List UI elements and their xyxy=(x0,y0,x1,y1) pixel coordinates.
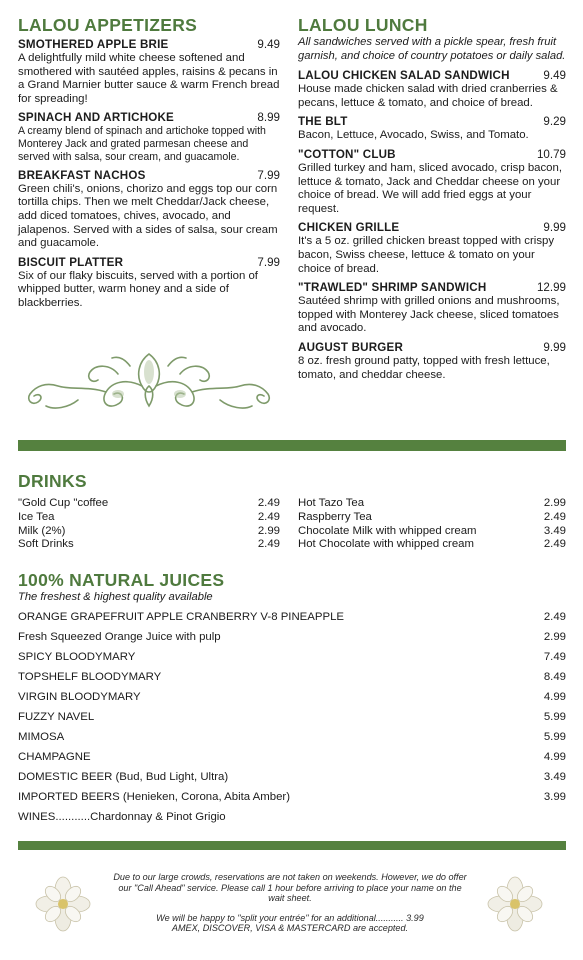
item-name: THE BLT xyxy=(298,115,348,129)
item-price: 9.99 xyxy=(543,221,566,235)
drink-name: Chocolate Milk with whipped cream xyxy=(298,524,477,537)
menu-item xyxy=(18,169,280,251)
menu-item xyxy=(18,256,280,311)
item-name: CHICKEN GRILLE xyxy=(298,221,400,235)
juice-price: 2.49 xyxy=(543,611,566,623)
item-description: Sautéed shrimp with grilled onions and mushrooms, topped with Monterey Jack cheese, sliced tomatoes and avocado. xyxy=(298,295,560,335)
split-entree-note: We will be happy to "split your entrée" for an additional........... 3.99 xyxy=(156,912,424,923)
green-divider-band xyxy=(18,841,566,850)
juice-name: VIRGIN BLOODYMARY xyxy=(18,691,141,703)
menu-item xyxy=(298,221,566,276)
menu-item xyxy=(18,111,280,163)
item-name: AUGUST BURGER xyxy=(298,340,404,354)
menu-item xyxy=(18,38,280,106)
juice-price: 4.99 xyxy=(543,751,566,763)
drinks-section xyxy=(18,470,566,552)
drink-name: Hot Chocolate with whipped cream xyxy=(298,538,475,551)
drink-name: Milk (2%) xyxy=(18,524,66,537)
juice-price: 5.99 xyxy=(543,711,566,723)
list-item xyxy=(18,807,566,827)
item-price: 7.99 xyxy=(257,168,280,182)
item-name: SMOTHERED APPLE BRIE xyxy=(18,38,169,51)
list-item xyxy=(18,727,566,747)
item-name: BISCUIT PLATTER xyxy=(18,255,124,269)
item-description: A creamy blend of spinach and artichoke topped with Monterey Jack and grated parmesan cheese and served with salsa, sour cream, and guacamole. xyxy=(18,125,266,163)
drink-price: 2.49 xyxy=(257,497,280,509)
drink-price: 2.49 xyxy=(543,538,566,551)
drink-name: Raspberry Tea xyxy=(298,510,372,523)
juice-name: MIMOSA xyxy=(18,731,65,743)
item-price: 7.99 xyxy=(257,255,280,269)
list-item xyxy=(298,497,566,511)
item-price: 10.79 xyxy=(536,147,566,161)
green-divider-band xyxy=(18,440,566,451)
juice-price: 3.49 xyxy=(543,771,566,783)
menu-item xyxy=(298,281,566,336)
item-description: A delightfully mild white cheese softened and smothered with sautéed apples, raisins & pecans in a Grand Marnier butter sauce & warm French bread for spreading! xyxy=(18,52,280,105)
juice-name: CHAMPAGNE xyxy=(18,751,91,763)
juice-name: Fresh Squeezed Orange Juice with pulp xyxy=(18,631,221,643)
list-item xyxy=(18,747,566,767)
list-item xyxy=(18,511,280,525)
item-description: It's a 5 oz. grilled chicken breast topped with crispy bacon, Swiss cheese, lettuce & tomato on your choice of bread. xyxy=(298,235,555,275)
drinks-right-column xyxy=(298,497,566,552)
drink-price: 2.49 xyxy=(257,538,280,551)
list-item xyxy=(18,525,280,539)
juices-title: 100% NATURAL JUICES xyxy=(18,570,225,590)
item-description: 8 oz. fresh ground patty, topped with fresh lettuce, tomato, and cheddar cheese. xyxy=(298,354,550,381)
juice-price: 7.49 xyxy=(543,651,566,663)
menu-item xyxy=(298,115,566,143)
item-description: Grilled turkey and ham, sliced avocado, crisp bacon, lettuce & tomato, Jack and Cheddar cheese on your choice of bread. We will add fried eggs at your request. xyxy=(298,161,563,215)
drink-name: "Gold Cup "coffee xyxy=(18,497,109,509)
drink-price: 3.49 xyxy=(543,524,566,537)
item-description: Six of our flaky biscuits, served with a portion of whipped butter, warm honey and a side of blackberries. xyxy=(18,269,258,309)
drink-price: 2.99 xyxy=(543,497,566,509)
list-item xyxy=(18,787,566,807)
menu-item xyxy=(298,69,566,110)
juices-subtitle: The freshest & highest quality available xyxy=(18,591,213,603)
juice-price: 5.99 xyxy=(543,731,566,743)
lunch-title: LALOU LUNCH xyxy=(298,15,428,35)
menu-item xyxy=(298,148,566,216)
drinks-left-column xyxy=(18,497,280,552)
cards-accepted-note: AMEX, DISCOVER, VISA & MASTERCARD are accepted. xyxy=(171,923,409,934)
juice-price: 8.49 xyxy=(543,671,566,683)
drink-name: Hot Tazo Tea xyxy=(298,497,365,509)
list-item xyxy=(18,627,566,647)
magnolia-flower-icon xyxy=(34,876,92,932)
scroll-ornament-icon xyxy=(18,346,280,418)
juice-price: 4.99 xyxy=(543,691,566,703)
item-price: 9.49 xyxy=(543,69,566,83)
item-name: "COTTON" CLUB xyxy=(298,147,396,161)
magnolia-flower-icon xyxy=(486,876,544,932)
list-item xyxy=(18,647,566,667)
item-name: LALOU CHICKEN SALAD SANDWICH xyxy=(298,69,510,83)
drink-name: Soft Drinks xyxy=(18,538,74,551)
item-description: House made chicken salad with dried cranberries & pecans, lettuce & tomato, and choice of bread. xyxy=(298,83,558,109)
item-price: 9.29 xyxy=(543,115,566,129)
item-price: 9.99 xyxy=(543,340,566,354)
list-item xyxy=(298,538,566,552)
juice-name: ORANGE GRAPEFRUIT APPLE CRANBERRY V-8 PINEAPPLE xyxy=(18,611,345,623)
item-price: 8.99 xyxy=(257,111,280,125)
menu-item xyxy=(298,341,566,382)
item-description: Green chili's, onions, chorizo and eggs top our corn tortilla chips. Then we melt Cheddar/Jack cheese, add diced tomatoes, chives, avocado, and jalapenos. Served with a sides of salsa, sour cream and guacamole. xyxy=(18,182,278,250)
item-price: 9.49 xyxy=(257,38,280,51)
list-item xyxy=(298,511,566,525)
item-name: BREAKFAST NACHOS xyxy=(18,168,146,182)
appetizers-title: LALOU APPETIZERS xyxy=(18,15,198,35)
list-item xyxy=(18,767,566,787)
juice-name: WINES...........Chardonnay & Pinot Grigio xyxy=(18,811,226,823)
list-item xyxy=(18,707,566,727)
drink-price: 2.49 xyxy=(543,510,566,523)
list-item xyxy=(18,667,566,687)
appetizers-section xyxy=(18,14,280,311)
juice-price: 3.99 xyxy=(543,791,566,803)
juice-price: 2.99 xyxy=(543,631,566,643)
juices-section xyxy=(18,569,566,827)
lunch-section xyxy=(298,14,566,382)
item-description: Bacon, Lettuce, Avocado, Swiss, and Tomato. xyxy=(298,129,529,142)
item-name: SPINACH AND ARTICHOKE xyxy=(18,111,174,125)
list-item xyxy=(18,497,280,511)
list-item xyxy=(18,538,280,552)
list-item xyxy=(298,525,566,539)
lunch-note: All sandwiches served with a pickle spear, fresh fruit garnish, and choice of country potatoes or daily salad. xyxy=(298,36,566,62)
drinks-title: DRINKS xyxy=(18,471,87,491)
list-item xyxy=(18,687,566,707)
juice-name: SPICY BLOODYMARY xyxy=(18,651,136,663)
juice-name: IMPORTED BEERS (Henieken, Corona, Abita Amber) xyxy=(18,791,291,803)
list-item xyxy=(18,607,566,627)
footer-note xyxy=(110,872,470,934)
reservation-note: Due to our large crowds, reservations are not taken on weekends. However, we do offer our "Call Ahead" service. Please call 1 hour before arriving to place your name on the wait sheet. xyxy=(113,872,467,904)
drink-price: 2.99 xyxy=(257,524,280,537)
drink-price: 2.49 xyxy=(257,510,280,523)
item-price: 12.99 xyxy=(536,281,566,295)
item-name: "TRAWLED" SHRIMP SANDWICH xyxy=(298,281,487,295)
juice-name: FUZZY NAVEL xyxy=(18,711,95,723)
juice-name: TOPSHELF BLOODYMARY xyxy=(18,671,162,683)
drink-name: Ice Tea xyxy=(18,510,55,523)
juice-name: DOMESTIC BEER (Bud, Bud Light, Ultra) xyxy=(18,771,229,783)
